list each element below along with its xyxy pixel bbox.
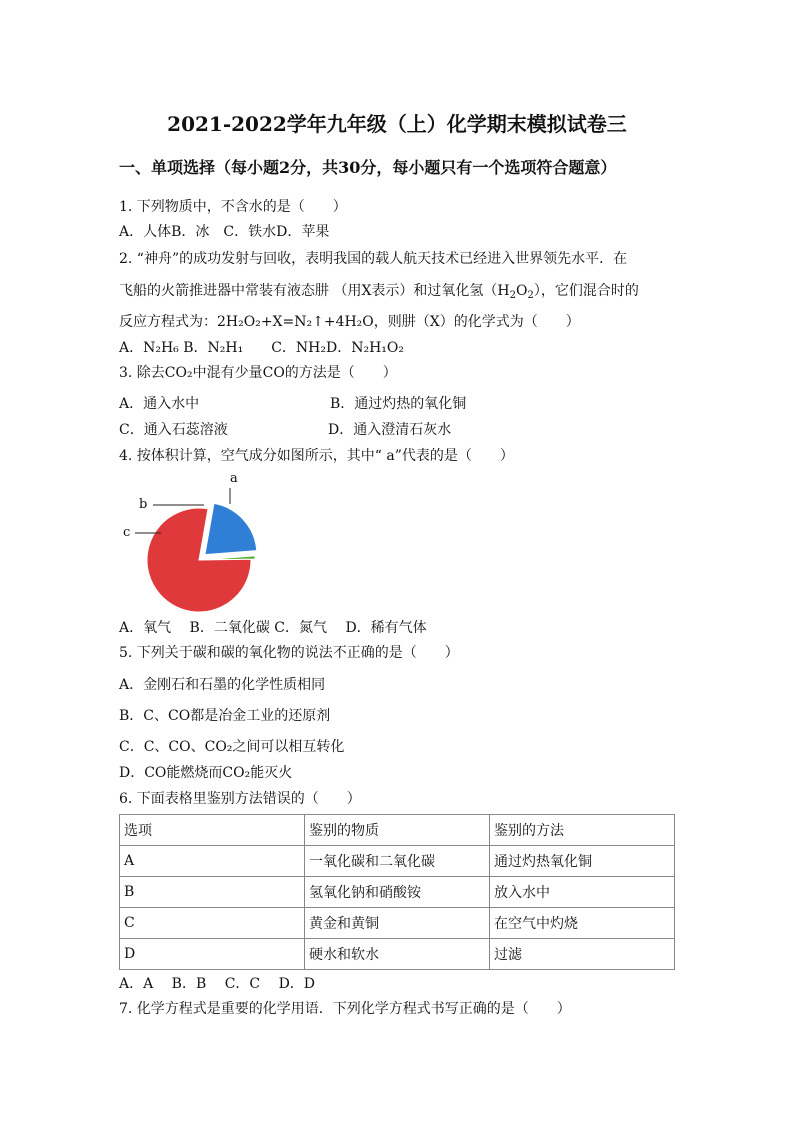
- table-cell: A: [120, 846, 305, 877]
- q3-option-d: D．通入澄清石灰水: [328, 422, 452, 438]
- table-cell: 一氧化碳和二氧化碳: [305, 846, 490, 877]
- q3-option-a: A．通入水中: [119, 396, 200, 412]
- q3-option-c: C．通入石蕊溶液: [119, 422, 228, 438]
- q2-line2: 飞船的火箭推进器中常装有液态肼 （用X表示）和过氧化氢$(H_2O_2)$，它们混合时的: [119, 283, 639, 301]
- exam-title: 2021-2022学年九年级（上）化学期末模拟试卷三: [167, 112, 627, 136]
- table-cell: 硬水和软水: [305, 939, 490, 970]
- table-cell: 黄金和黄铜: [305, 908, 490, 939]
- q5-option-d: D．CO能燃烧而CO₂能灭火: [119, 765, 293, 781]
- q1-options: A．人体B．冰 C．铁水D．苹果: [119, 224, 330, 240]
- q2-options: A．N₂H₆ B．N₂H₁ C．NH₂D．N₂H₁O₂: [119, 340, 404, 356]
- pie-label-a: a: [230, 471, 238, 486]
- table-cell: C: [120, 908, 305, 939]
- table-cell: 过滤: [490, 939, 675, 970]
- q6-stem: 6. 下面表格里鉴别方法错误的（ ）: [119, 791, 361, 807]
- q4-options: A．氧气 B．二氧化碳 C．氮气 D．稀有气体: [119, 620, 427, 636]
- q4-stem: 4. 按体积计算，空气成分如图所示，其中“ a”代表的是（ ）: [119, 448, 514, 464]
- q6-table: [119, 814, 675, 970]
- pie-label-c: c: [123, 525, 131, 540]
- table-row: [120, 846, 675, 877]
- q5-option-b: B．C、CO都是冶金工业的还原剂: [119, 708, 331, 724]
- q5-stem: 5. 下列关于碳和碳的氧化物的说法不正确的是（ ）: [119, 645, 459, 661]
- air-composition-pie-chart: [119, 470, 279, 615]
- q6-options: A．A B．B C．C D．D: [119, 976, 316, 992]
- table-cell: D: [120, 939, 305, 970]
- table-cell: 放入水中: [490, 877, 675, 908]
- section-heading: 一、单项选择（每小题2分，共30分，每小题只有一个选项符合题意）: [119, 158, 617, 177]
- table-row: [120, 877, 675, 908]
- table-row: [120, 939, 675, 970]
- table-header-cell: 选项: [120, 815, 305, 846]
- q5-option-a: A．金刚石和石墨的化学性质相同: [119, 677, 326, 693]
- q2-line3: 反应方程式为：2H₂O₂+X=N₂↑+4H₂O，则肼（X）的化学式为（ ）: [119, 314, 580, 330]
- q7-stem: 7. 化学方程式是重要的化学用语．下列化学方程式书写正确的是（ ）: [119, 1001, 571, 1017]
- q3-option-b: B．通过灼热的氧化铜: [330, 396, 467, 412]
- table-cell: 氢氧化钠和硝酸铵: [305, 877, 490, 908]
- table-row: [120, 908, 675, 939]
- q3-stem: 3. 除去CO₂中混有少量CO的方法是（ ）: [119, 365, 397, 381]
- pie-slice-a: [205, 503, 257, 554]
- pie-label-b: b: [139, 497, 148, 512]
- table-header-cell: 鉴别的物质: [305, 815, 490, 846]
- table-cell: 通过灼热氧化铜: [490, 846, 675, 877]
- table-header-row: [120, 815, 675, 846]
- table-cell: B: [120, 877, 305, 908]
- q2-line1: 2. “神舟”的成功发射与回收，表明我国的载人航天技术已经进入世界领先水平．在: [119, 251, 628, 267]
- table-header-cell: 鉴别的方法: [490, 815, 675, 846]
- table-cell: 在空气中灼烧: [490, 908, 675, 939]
- q1-stem: 1. 下列物质中，不含水的是（ ）: [119, 199, 347, 215]
- q5-option-c: C．C、CO、CO₂之间可以相互转化: [119, 739, 345, 755]
